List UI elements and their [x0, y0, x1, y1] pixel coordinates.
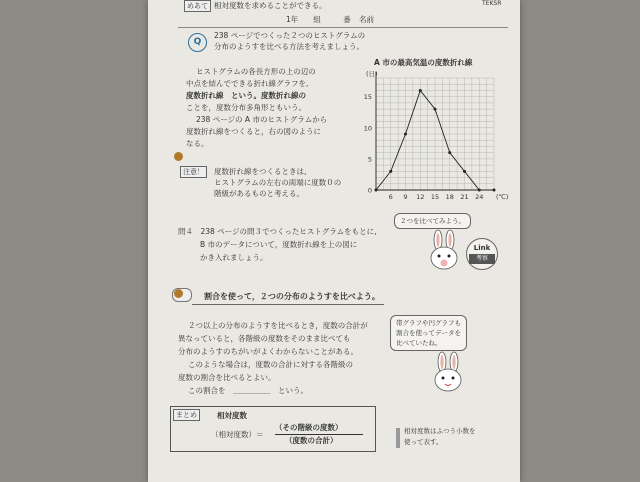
sidenote-marker	[396, 428, 400, 448]
corner-code: TEKSR	[482, 0, 502, 7]
link-badge-top: Link	[473, 244, 491, 252]
formula-denominator: （度数の合計）	[285, 436, 338, 445]
note-line-1: 度数折れ線をつくるときは,	[214, 167, 307, 176]
x-tick-label: 24	[475, 193, 484, 201]
rabbit-mascot-icon-2	[428, 352, 468, 394]
data-point	[419, 89, 422, 92]
x-tick-label: 15	[430, 193, 440, 201]
problem-line-1: 問４ 238 ページの問３でつくったヒストグラムをもとに,	[178, 227, 377, 236]
objective-text: 相対度数を求めることができる。	[214, 1, 327, 10]
problem-line-3: かき入れましょう。	[200, 253, 268, 262]
frequency-polygon-chart	[354, 66, 509, 206]
question-line-1: 238 ページでつくった２つのヒストグラムの	[214, 31, 366, 40]
body-line-4: このような場合は，度数の合計に対する各階級の	[188, 360, 353, 369]
summary-term: 相対度数	[217, 411, 247, 420]
explanation-line-5: 238 ページの A 市のヒストグラムから	[196, 115, 328, 124]
bubble-line-1: 帯グラフや円グラフも	[396, 319, 461, 327]
link-badge[interactable]	[466, 238, 498, 270]
x-tick-label: 9	[403, 193, 408, 201]
body-line-5: 度数の割合を比べるとよい。	[178, 373, 276, 382]
binder-hole	[174, 152, 183, 161]
explanation-line-2: 中点を結んでできる折れ線グラフを,	[186, 79, 309, 88]
note-line-3: 階級があるものと考える。	[214, 189, 304, 198]
y-tick-label: 0	[367, 186, 372, 195]
speech-bubble-ratio	[390, 315, 467, 351]
question-icon: Q	[188, 33, 207, 52]
x-tick-label: 18	[445, 193, 454, 201]
sidenote-line-1: 相対度数はふつう小数を	[404, 427, 476, 435]
note-line-2: ヒストグラムの左右の両端に度数０の	[214, 178, 342, 187]
data-point	[404, 133, 407, 136]
data-point	[375, 189, 378, 192]
data-point	[434, 108, 437, 111]
y-tick-label: 10	[363, 124, 372, 133]
worksheet-page	[148, 0, 520, 482]
objective-badge: めあて	[184, 0, 211, 12]
body-line-3: 分布のようすのちがいがよくわからないことがある。	[178, 347, 358, 356]
rabbit-mascot-icon	[424, 230, 464, 272]
note-badge: 注意！	[180, 166, 207, 178]
explanation-line-6: 度数折れ線をつくると，右の図のように	[186, 127, 321, 136]
question-line-2: 分布のようすを比べる方法を考えましょう。	[214, 42, 364, 51]
data-point	[478, 189, 481, 192]
explanation-line-7: なる。	[186, 139, 209, 148]
x-tick-label: 21	[460, 193, 469, 201]
explanation-line-4: ことを，度数分布多角形ともいう。	[186, 103, 306, 112]
body-line-1: ２つ以上の分布のようすを比べるとき，度数の合計が	[188, 321, 368, 330]
bubble-line-3: 比べていたね。	[396, 339, 442, 347]
link-badge-bottom: 考察	[469, 254, 495, 264]
name-line: 1年 組 番 名前	[286, 15, 375, 24]
section-underline	[192, 304, 384, 305]
y-axis-label: (日)	[366, 70, 378, 78]
problem-line-2: B 市のデータについて，度数折れ線を上の図に	[200, 240, 358, 249]
sidenote-line-2: 使って表す。	[404, 438, 443, 446]
body-line-6: この割合を ＿＿＿＿＿ という。	[188, 386, 308, 395]
speech-bubble-compare: ２つを比べてみよう。	[394, 213, 471, 229]
bubble-line-2: 割合を使ってデータを	[396, 329, 461, 337]
data-point	[493, 189, 496, 192]
data-point	[389, 170, 392, 173]
section-title: 割合を使って，２つの分布のようすを比べよう。	[204, 292, 380, 301]
explanation-line-3: 度数折れ線 という。度数折れ線の	[186, 91, 306, 100]
chart-title: A 市の最高気温の度数折れ線	[374, 58, 473, 67]
x-axis-label: (℃)	[496, 193, 509, 201]
data-point	[463, 170, 466, 173]
x-tick-label: 12	[416, 193, 425, 201]
formula-numerator: （その階級の度数）	[275, 423, 343, 432]
header-divider	[178, 27, 508, 28]
binder-hole-2	[174, 289, 183, 298]
body-line-2: 異なっていると，各階級の度数をそのまま比べても	[178, 334, 351, 343]
formula-lhs: （相対度数）＝	[211, 430, 264, 439]
x-tick-label: 6	[388, 193, 393, 201]
summary-badge: まとめ	[173, 409, 200, 421]
explanation-line-1: ヒストグラムの各長方形の上の辺の	[196, 67, 316, 76]
chart-grid	[376, 78, 494, 190]
summary-box	[170, 406, 376, 452]
data-point	[448, 151, 451, 154]
y-tick-label: 15	[363, 93, 372, 102]
y-tick-label: 5	[367, 155, 372, 164]
